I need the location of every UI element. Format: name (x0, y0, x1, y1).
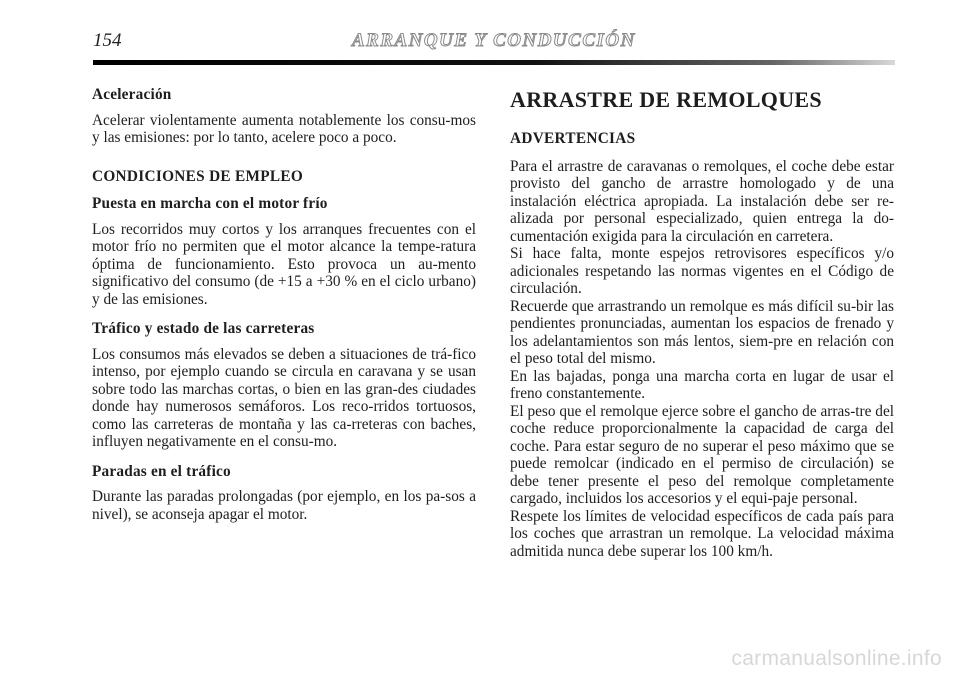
stops-heading: Paradas en el tráfico (92, 462, 231, 480)
cold-start-heading: Puesta en marcha con el motor frío (92, 195, 328, 212)
watermark: carmanualsonline.info (731, 647, 942, 670)
warnings-heading: ADVERTENCIAS (510, 130, 636, 147)
left-column (92, 86, 476, 523)
paragraph: Si hace falta, monte espejos retrovisores específicos y/o adicionales respetando las normas vigentes en el Código de circulación. (510, 245, 894, 297)
acceleration-text: Acelerar violentamente aumenta notablemente los consu-mos y las emisiones: por lo tanto, acelere poco a poco. (92, 111, 476, 146)
running-title: ARRANQUE Y CONDUCCIÓN (352, 30, 636, 51)
page-number: 154 (93, 30, 122, 51)
paragraph: El peso que el remolque ejerce sobre el gancho de arras-tre del coche reduce proporcionalmente la capacidad de carga del coche. Para estar seguro de no superar el peso máximo que se puede remolcar (indicado en el permiso de circulación) se debe tener presente el peso del remolque completamente cargado, incluidos los accesorios y el equi-paje personal. (510, 402, 894, 507)
traffic-text: Los consumos más elevados se deben a situaciones de trá-fico intenso, por ejemplo cuando se circula en caravana y se usan sobre todo las marchas cortas, o bien en las gran-des ciudades donde hay numerosos semáforos. Los reco-rridos tortuosos, como las carreteras de montaña y las ca-rreteras con baches, influyen negativamente en el consu-mo. (92, 345, 476, 450)
acceleration-heading: Aceleración (92, 86, 172, 103)
traffic-heading: Tráfico y estado de las carreteras (92, 320, 315, 337)
header-rule (93, 60, 895, 65)
paragraph: En las bajadas, ponga una marcha corta en lugar de usar el freno constantemente. (510, 367, 894, 402)
cold-start-text: Los recorridos muy cortos y los arranques frecuentes con el motor frío no permiten que el motor alcance la tempe-ratura óptima de funcionamiento. Esto provoca un au-mento significativo del consumo (de +15 a +30 % en el ciclo urbano) y de las emisiones. (92, 220, 476, 308)
stops-text: Durante las paradas prolongadas (por ejemplo, en los pa-sos a nivel), se aconseja apagar el motor. (92, 488, 476, 523)
right-column (510, 86, 894, 560)
paragraph: Para el arrastre de caravanas o remolques, el coche debe estar provisto del gancho de arrastre homologado y de una instalación eléctrica apropiada. La instalación debe ser re-alizada por personal especializado, quien entrega la do-cumentación exigida para la circulación en carretera. (510, 157, 894, 245)
paragraph: Recuerde que arrastrando un remolque es más difícil su-bir las pendientes pronunciadas, aumentan los espacios de frenado y los adelantamientos son más lentos, siem-pre en relación con el peso total del mismo. (510, 297, 894, 367)
conditions-heading: CONDICIONES DE EMPLEO (92, 167, 304, 185)
section-title: ARRASTRE DE REMOLQUES (510, 87, 822, 112)
paragraph: Respete los límites de velocidad específicos de cada país para los coches que arrastran un remolque. La velocidad máxima admitida nunca debe superar los 100 km/h. (510, 507, 894, 560)
